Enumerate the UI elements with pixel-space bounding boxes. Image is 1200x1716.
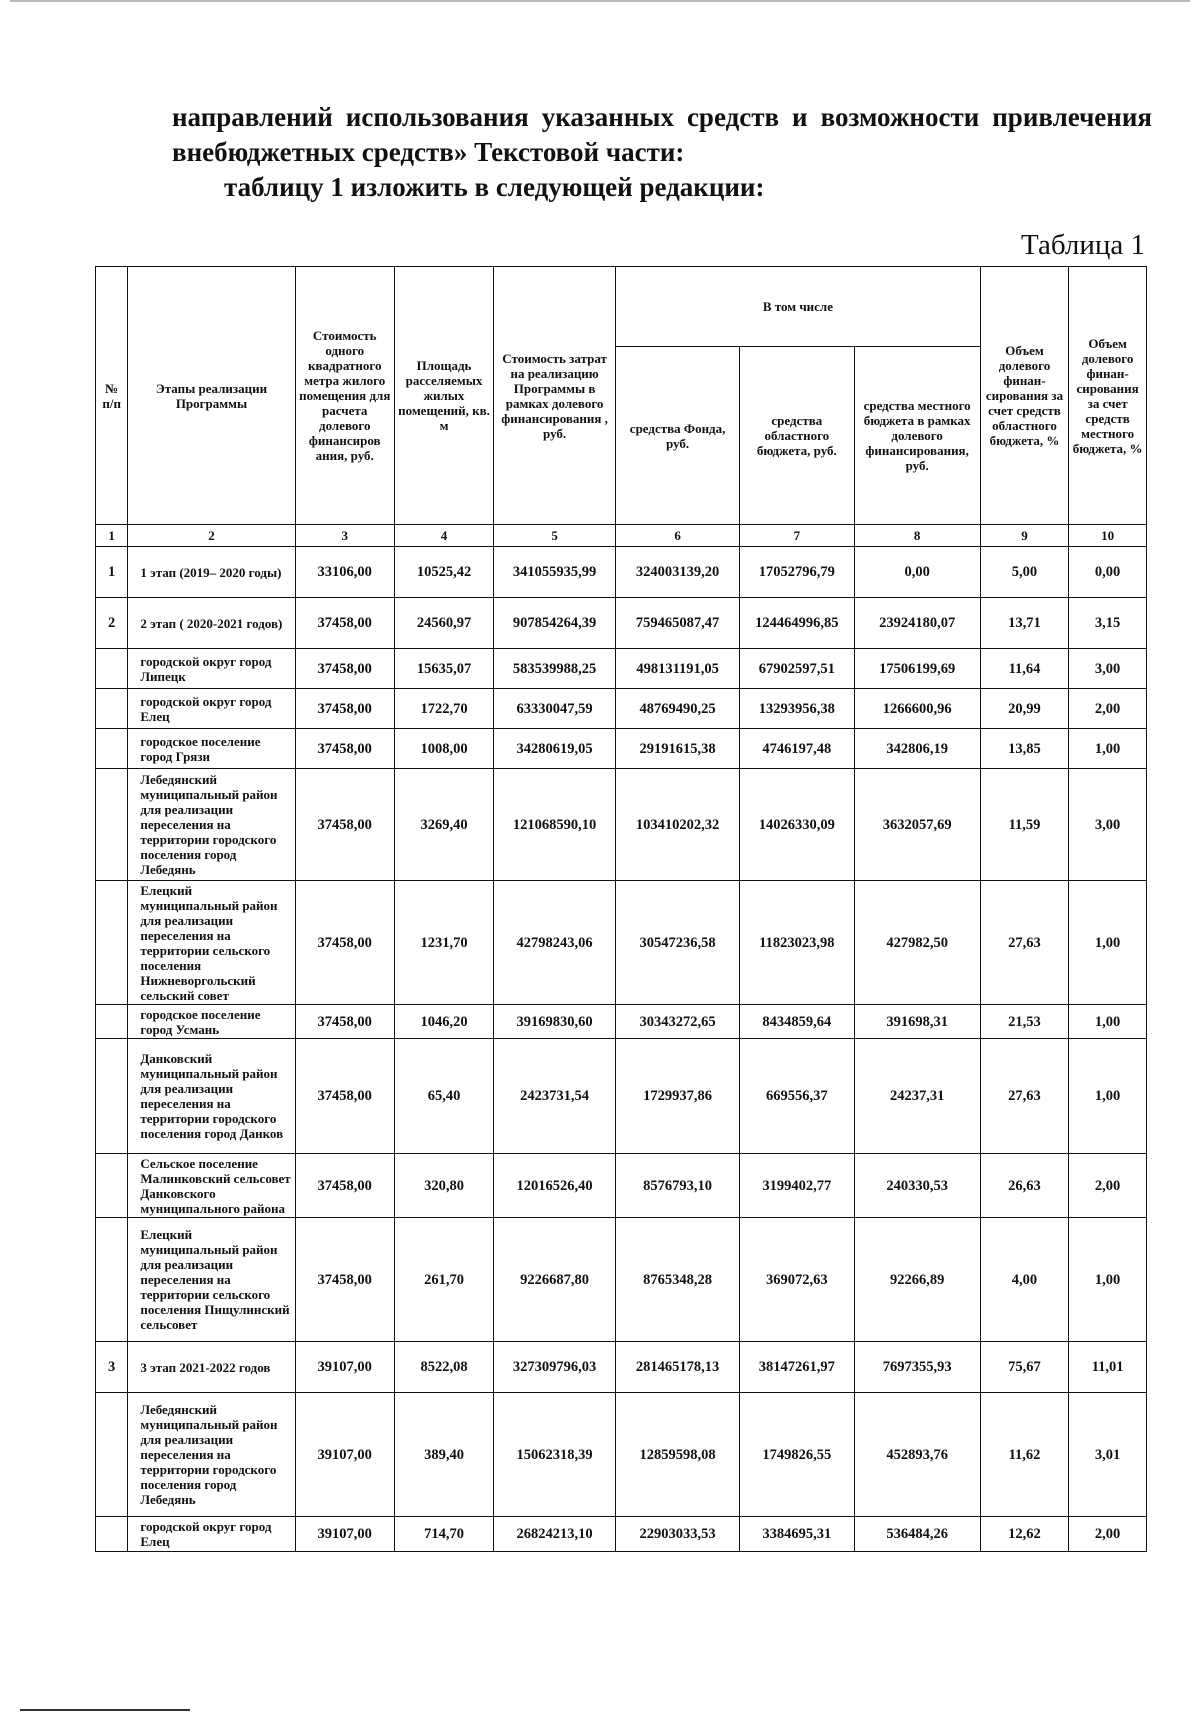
table-cell: 1729937,86 — [616, 1039, 740, 1154]
header-including: В том числе — [616, 267, 981, 347]
column-number: 7 — [740, 525, 854, 547]
column-number: 4 — [394, 525, 493, 547]
table-row — [96, 1342, 1147, 1393]
table-cell: 39107,00 — [295, 1393, 394, 1517]
intro-text — [172, 100, 1152, 205]
table-cell: 17052796,79 — [740, 547, 854, 598]
financing-table — [95, 266, 1147, 1552]
table-cell: 3,00 — [1069, 649, 1147, 689]
table-cell: 11,64 — [980, 649, 1068, 689]
table-cell: 4746197,48 — [740, 729, 854, 769]
table-cell: 11823023,98 — [740, 881, 854, 1005]
table-cell: 1008,00 — [394, 729, 493, 769]
intro-line-1: направлений использования указанных средств и возможности привлечения — [172, 102, 1152, 132]
header-area: Площадь расселяемых жилых помещений, кв. м — [394, 267, 493, 525]
row-number — [96, 1517, 128, 1552]
table-cell: 389,40 — [394, 1393, 493, 1517]
table-cell: 37458,00 — [295, 729, 394, 769]
table-cell: 1722,70 — [394, 689, 493, 729]
table-cell: 37458,00 — [295, 598, 394, 649]
column-number: 5 — [494, 525, 616, 547]
header-share-local: Объем долевого финан-сирования за счет средств местного бюджета, % — [1069, 267, 1147, 525]
table-cell: 103410202,32 — [616, 769, 740, 881]
table-cell: 48769490,25 — [616, 689, 740, 729]
table-cell: 536484,26 — [854, 1517, 980, 1552]
table-cell: 759465087,47 — [616, 598, 740, 649]
table-cell: 391698,31 — [854, 1005, 980, 1039]
table-cell: 26824213,10 — [494, 1517, 616, 1552]
stage-name: Елецкий муниципальный район для реализации переселения на территории сельского поселения Пищулинский сельсовет — [128, 1218, 295, 1342]
table-cell: 13,71 — [980, 598, 1068, 649]
table-cell: 29191615,38 — [616, 729, 740, 769]
table-cell: 39107,00 — [295, 1342, 394, 1393]
stage-name: Лебедянский муниципальный район для реализации переселения на территории городского поселения город Лебедянь — [128, 769, 295, 881]
table-cell: 65,40 — [394, 1039, 493, 1154]
table-cell: 67902597,51 — [740, 649, 854, 689]
row-number — [96, 769, 128, 881]
stage-name: 2 этап ( 2020-2021 годов) — [128, 598, 295, 649]
table-cell: 327309796,03 — [494, 1342, 616, 1393]
table-cell: 21,53 — [980, 1005, 1068, 1039]
table-cell: 1,00 — [1069, 1218, 1147, 1342]
table-cell: 12859598,08 — [616, 1393, 740, 1517]
table-cell: 2,00 — [1069, 1154, 1147, 1218]
table-cell: 1,00 — [1069, 1039, 1147, 1154]
table-cell: 10525,42 — [394, 547, 493, 598]
table-cell: 452893,76 — [854, 1393, 980, 1517]
table-cell: 1231,70 — [394, 881, 493, 1005]
table-cell: 1,00 — [1069, 729, 1147, 769]
row-number — [96, 881, 128, 1005]
table-cell: 12016526,40 — [494, 1154, 616, 1218]
table-cell: 39169830,60 — [494, 1005, 616, 1039]
row-number — [96, 1218, 128, 1342]
table-cell: 27,63 — [980, 881, 1068, 1005]
table-row — [96, 1517, 1147, 1552]
table-body — [96, 525, 1147, 1552]
table-cell: 34280619,05 — [494, 729, 616, 769]
row-number: 1 — [96, 547, 128, 598]
header-share-regional: Объем долевого финан-сирования за счет средств областного бюджета, % — [980, 267, 1068, 525]
stage-name: городской округ город Елец — [128, 689, 295, 729]
column-number-row — [96, 525, 1147, 547]
table-cell: 320,80 — [394, 1154, 493, 1218]
table-cell: 30547236,58 — [616, 881, 740, 1005]
row-number — [96, 649, 128, 689]
table-cell: 37458,00 — [295, 1039, 394, 1154]
column-number: 10 — [1069, 525, 1147, 547]
table-cell: 907854264,39 — [494, 598, 616, 649]
table-caption: Таблица 1 — [1020, 229, 1145, 261]
row-number — [96, 1005, 128, 1039]
stage-name: Елецкий муниципальный район для реализации переселения на территории сельского поселения Нижневоргольский сельский совет — [128, 881, 295, 1005]
intro-line-2: внебюджетных средств» Текстовой части: — [172, 137, 685, 167]
table-cell: 2,00 — [1069, 1517, 1147, 1552]
table-cell: 1266600,96 — [854, 689, 980, 729]
table-cell: 39107,00 — [295, 1517, 394, 1552]
table-row — [96, 1218, 1147, 1342]
table-row — [96, 598, 1147, 649]
table-cell: 3632057,69 — [854, 769, 980, 881]
intro-line-3: таблицу 1 изложить в следующей редакции: — [224, 172, 765, 202]
table-cell: 13293956,38 — [740, 689, 854, 729]
table-cell: 37458,00 — [295, 1005, 394, 1039]
table-cell: 37458,00 — [295, 1154, 394, 1218]
table-cell: 22903033,53 — [616, 1517, 740, 1552]
table-row — [96, 649, 1147, 689]
table-cell: 26,63 — [980, 1154, 1068, 1218]
table-cell: 11,59 — [980, 769, 1068, 881]
table-cell: 15062318,39 — [494, 1393, 616, 1517]
column-number: 3 — [295, 525, 394, 547]
row-number: 2 — [96, 598, 128, 649]
stage-name: Сельское поселение Малинковский сельсовет Данковского муниципального района — [128, 1154, 295, 1218]
table-row — [96, 1393, 1147, 1517]
row-number — [96, 1039, 128, 1154]
table-cell: 3,15 — [1069, 598, 1147, 649]
table-cell: 37458,00 — [295, 689, 394, 729]
table-cell: 63330047,59 — [494, 689, 616, 729]
table-cell: 8434859,64 — [740, 1005, 854, 1039]
table-cell: 14026330,09 — [740, 769, 854, 881]
row-number — [96, 1154, 128, 1218]
stage-name: 3 этап 2021-2022 годов — [128, 1342, 295, 1393]
table-cell: 4,00 — [980, 1218, 1068, 1342]
stage-name: городской округ город Липецк — [128, 649, 295, 689]
table-cell: 20,99 — [980, 689, 1068, 729]
header-cost-sqm: Стоимость одного квадратного метра жилого помещения для расчета долевого финансиров ания, руб. — [295, 267, 394, 525]
stage-name: городской округ город Елец — [128, 1517, 295, 1552]
table-cell: 5,00 — [980, 547, 1068, 598]
table-cell: 2423731,54 — [494, 1039, 616, 1154]
table-cell: 23924180,07 — [854, 598, 980, 649]
header-local: средства местного бюджета в рамках долевого финансирования, руб. — [854, 347, 980, 525]
table-cell: 124464996,85 — [740, 598, 854, 649]
table-row — [96, 1005, 1147, 1039]
row-number — [96, 689, 128, 729]
table-cell: 13,85 — [980, 729, 1068, 769]
table-cell: 9226687,80 — [494, 1218, 616, 1342]
stage-name: Данковский муниципальный район для реализации переселения на территории городского поселения город Данков — [128, 1039, 295, 1154]
row-number — [96, 1393, 128, 1517]
table-cell: 24560,97 — [394, 598, 493, 649]
header-num: № п/п — [96, 267, 128, 525]
stage-name: Лебедянский муниципальный район для реализации переселения на территории городского поселения город Лебедянь — [128, 1393, 295, 1517]
table-cell: 1046,20 — [394, 1005, 493, 1039]
table-row — [96, 1154, 1147, 1218]
column-number: 9 — [980, 525, 1068, 547]
column-number: 6 — [616, 525, 740, 547]
table-cell: 12,62 — [980, 1517, 1068, 1552]
table-cell: 8522,08 — [394, 1342, 493, 1393]
table-cell: 3199402,77 — [740, 1154, 854, 1218]
table-cell: 15635,07 — [394, 649, 493, 689]
table-cell: 1,00 — [1069, 1005, 1147, 1039]
table-cell: 75,67 — [980, 1342, 1068, 1393]
table-cell: 37458,00 — [295, 649, 394, 689]
table-cell: 583539988,25 — [494, 649, 616, 689]
row-number — [96, 729, 128, 769]
stage-name: 1 этап (2019– 2020 годы) — [128, 547, 295, 598]
table-cell: 27,63 — [980, 1039, 1068, 1154]
table-cell: 281465178,13 — [616, 1342, 740, 1393]
table-row — [96, 689, 1147, 729]
table-cell: 37458,00 — [295, 881, 394, 1005]
scan-top-edge — [10, 0, 1190, 2]
table-cell: 8576793,10 — [616, 1154, 740, 1218]
header-stages: Этапы реализации Программы — [128, 267, 295, 525]
header-cost-total: Стоимость затрат на реализацию Программы в рамках долевого финансирования , руб. — [494, 267, 616, 525]
table-cell: 0,00 — [854, 547, 980, 598]
row-number: 3 — [96, 1342, 128, 1393]
table-cell: 240330,53 — [854, 1154, 980, 1218]
table-cell: 11,01 — [1069, 1342, 1147, 1393]
table-cell: 24237,31 — [854, 1039, 980, 1154]
table-cell: 37458,00 — [295, 1218, 394, 1342]
table-cell: 324003139,20 — [616, 547, 740, 598]
column-number: 2 — [128, 525, 295, 547]
table-cell: 498131191,05 — [616, 649, 740, 689]
header-regional: средства областного бюджета, руб. — [740, 347, 854, 525]
table-cell: 8765348,28 — [616, 1218, 740, 1342]
scan-bottom-mark — [20, 1709, 190, 1711]
table-cell: 261,70 — [394, 1218, 493, 1342]
table-cell: 30343272,65 — [616, 1005, 740, 1039]
table-row — [96, 769, 1147, 881]
header-row-1 — [96, 267, 1147, 347]
table-cell: 342806,19 — [854, 729, 980, 769]
table-cell: 38147261,97 — [740, 1342, 854, 1393]
table-cell: 0,00 — [1069, 547, 1147, 598]
table-row — [96, 881, 1147, 1005]
table-cell: 121068590,10 — [494, 769, 616, 881]
table-cell: 11,62 — [980, 1393, 1068, 1517]
table-cell: 33106,00 — [295, 547, 394, 598]
table-cell: 37458,00 — [295, 769, 394, 881]
table-row — [96, 547, 1147, 598]
stage-name: городское поселение город Усмань — [128, 1005, 295, 1039]
table-cell: 17506199,69 — [854, 649, 980, 689]
table-cell: 3269,40 — [394, 769, 493, 881]
column-number: 8 — [854, 525, 980, 547]
table-cell: 3,00 — [1069, 769, 1147, 881]
table-cell: 427982,50 — [854, 881, 980, 1005]
header-fund: средства Фонда, руб. — [616, 347, 740, 525]
table-cell: 669556,37 — [740, 1039, 854, 1154]
table-cell: 369072,63 — [740, 1218, 854, 1342]
table-cell: 3,01 — [1069, 1393, 1147, 1517]
table-cell: 42798243,06 — [494, 881, 616, 1005]
table-cell: 3384695,31 — [740, 1517, 854, 1552]
stage-name: городское поселение город Грязи — [128, 729, 295, 769]
table-cell: 1749826,55 — [740, 1393, 854, 1517]
column-number: 1 — [96, 525, 128, 547]
table-cell: 714,70 — [394, 1517, 493, 1552]
table-cell: 2,00 — [1069, 689, 1147, 729]
table-cell: 92266,89 — [854, 1218, 980, 1342]
table-cell: 7697355,93 — [854, 1342, 980, 1393]
table-row — [96, 1039, 1147, 1154]
table-cell: 1,00 — [1069, 881, 1147, 1005]
table-cell: 341055935,99 — [494, 547, 616, 598]
table-row — [96, 729, 1147, 769]
